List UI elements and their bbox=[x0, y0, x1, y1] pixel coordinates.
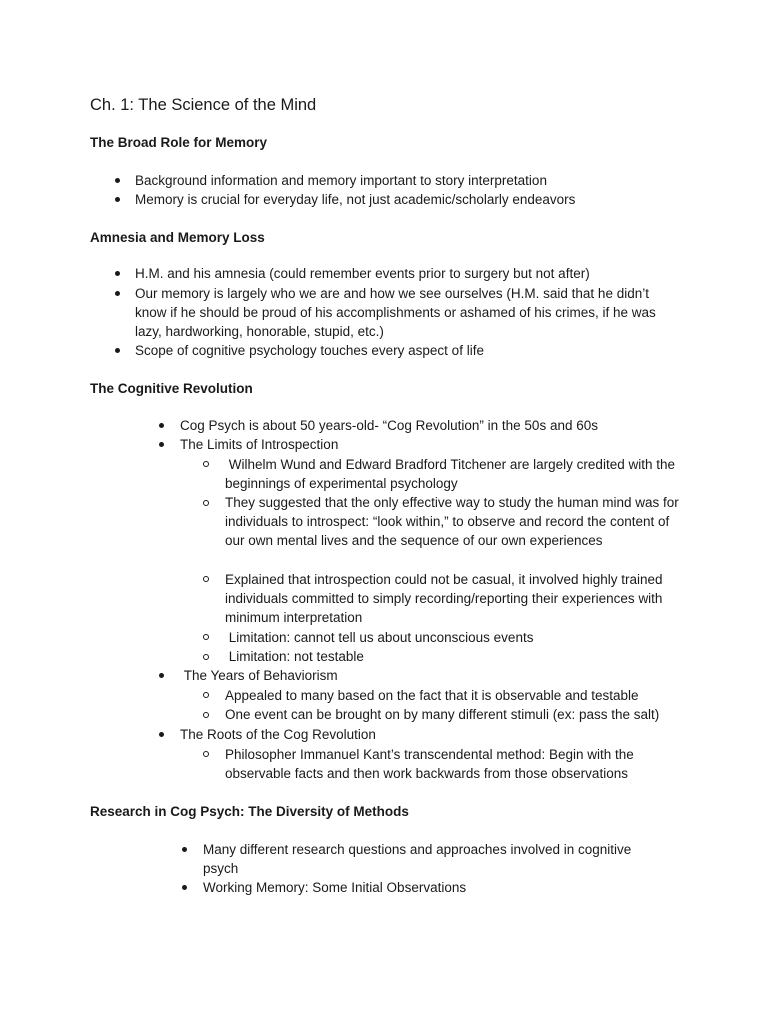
list-item-text: Appealed to many based on the fact that it is observable and testable bbox=[225, 688, 639, 703]
sub-bullet-icon bbox=[203, 634, 209, 640]
sub-bullet-icon bbox=[203, 751, 209, 757]
bullet-icon bbox=[115, 291, 120, 296]
list-item bbox=[135, 190, 695, 209]
sub-bullet-icon bbox=[203, 654, 209, 660]
list-item-text: Our memory is largely who we are and how we see ourselves (H.M. said that he didn’t know if he should be proud of his accomplishments or ashamed of his crimes, if he was lazy, hardworking, honorable, stupid, etc.) bbox=[135, 286, 656, 340]
list-item-text: Memory is crucial for everyday life, not just academic/scholarly endeavors bbox=[135, 192, 576, 207]
list-item bbox=[203, 878, 658, 897]
section-heading-research-methods: Research in Cog Psych: The Diversity of Methods bbox=[90, 804, 409, 819]
bullet-icon bbox=[182, 847, 187, 852]
sub-list-item bbox=[225, 705, 685, 724]
list-item-text: Philosopher Immanuel Kant’s transcendental method: Begin with the observable facts and then work backwards from those observations bbox=[225, 747, 634, 782]
list-item-text: One event can be brought on by many different stimuli (ex: pass the salt) bbox=[225, 707, 660, 722]
sub-bullet-icon bbox=[203, 712, 209, 718]
list-item-text: Explained that introspection could not be casual, it involved highly trained individuals committed to simply recording/reporting their experiences with minimum interpretation bbox=[225, 572, 663, 626]
bullet-icon bbox=[159, 423, 164, 428]
list-item-text: The Years of Behaviorism bbox=[180, 668, 338, 683]
list-item bbox=[180, 435, 690, 454]
sub-list-item bbox=[225, 647, 680, 666]
sub-list-item bbox=[225, 628, 680, 647]
bullet-icon bbox=[182, 885, 187, 890]
sub-list-item bbox=[225, 686, 680, 705]
sub-list-item bbox=[225, 570, 680, 628]
bullet-icon bbox=[115, 197, 120, 202]
list-item-text: They suggested that the only effective way to study the human mind was for individuals to introspect: “look within,” to observe and record the content of our own mental lives and the sequence of our own experiences bbox=[225, 495, 679, 549]
list-item-text: H.M. and his amnesia (could remember events prior to surgery but not after) bbox=[135, 266, 590, 281]
list-item bbox=[180, 666, 690, 685]
sub-list-item bbox=[225, 745, 665, 783]
list-item-text: The Roots of the Cog Revolution bbox=[180, 727, 376, 742]
list-item-text: Limitation: not testable bbox=[225, 649, 364, 664]
list-item-text: Scope of cognitive psychology touches every aspect of life bbox=[135, 343, 484, 358]
bullet-icon bbox=[115, 271, 120, 276]
list-item-text: Background information and memory important to story interpretation bbox=[135, 173, 547, 188]
list-item-text: Many different research questions and approaches involved in cognitive psych bbox=[203, 842, 632, 877]
bullet-icon bbox=[115, 178, 120, 183]
list-item bbox=[180, 725, 690, 744]
list-item-text: Limitation: cannot tell us about unconscious events bbox=[225, 630, 534, 645]
sub-list-item bbox=[225, 493, 680, 551]
section-heading-broad-role-memory: The Broad Role for Memory bbox=[90, 135, 268, 150]
page-title: Ch. 1: The Science of the Mind bbox=[90, 96, 317, 114]
list-item-text: Working Memory: Some Initial Observations bbox=[203, 880, 467, 895]
bullet-icon bbox=[159, 442, 164, 447]
bullet-icon bbox=[115, 348, 120, 353]
sub-bullet-icon bbox=[203, 692, 209, 698]
list-item bbox=[135, 341, 695, 360]
list-item bbox=[135, 171, 695, 190]
sub-list-item bbox=[225, 455, 680, 493]
sub-bullet-icon bbox=[203, 461, 209, 467]
section-heading-cognitive-revolution: The Cognitive Revolution bbox=[90, 381, 253, 396]
bullet-icon bbox=[159, 673, 164, 678]
list-item bbox=[180, 416, 690, 435]
list-item-text: Wilhelm Wund and Edward Bradford Titchener are largely credited with the beginnings of experimental psychology bbox=[225, 457, 679, 492]
list-item bbox=[203, 840, 658, 878]
sub-bullet-icon bbox=[203, 500, 209, 506]
bullet-icon bbox=[159, 732, 164, 737]
list-item-text: Cog Psych is about 50 years-old- “Cog Revolution” in the 50s and 60s bbox=[180, 418, 598, 433]
list-item bbox=[135, 264, 695, 283]
section-heading-amnesia: Amnesia and Memory Loss bbox=[90, 230, 265, 245]
list-item-text: The Limits of Introspection bbox=[180, 437, 339, 452]
list-item bbox=[135, 284, 680, 342]
sub-bullet-icon bbox=[203, 576, 209, 582]
